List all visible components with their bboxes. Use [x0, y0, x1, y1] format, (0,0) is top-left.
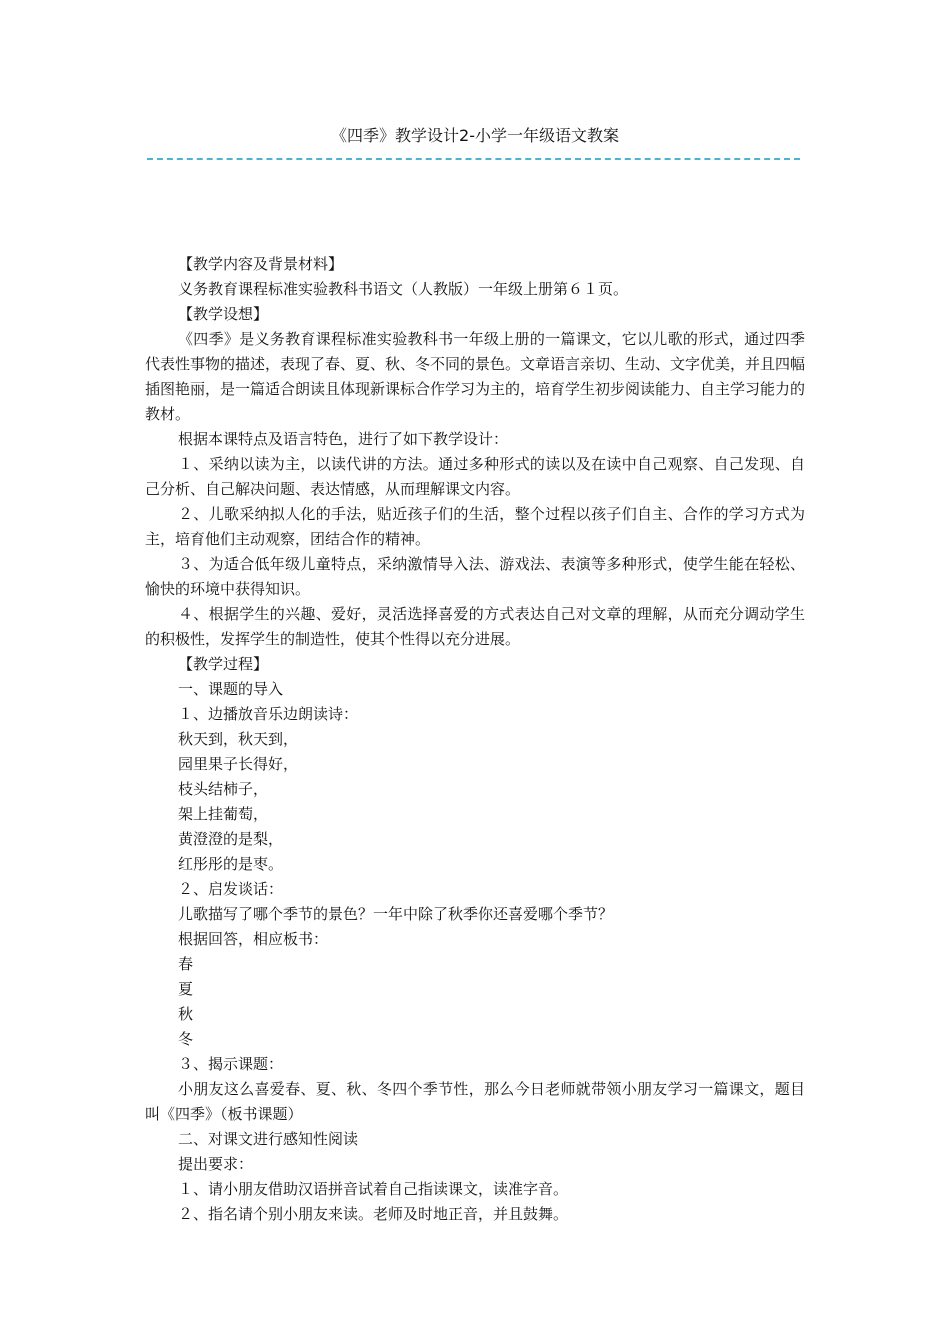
subsection-heading: 一、课题的导入 — [178, 680, 284, 698]
paragraph: 义务教育课程标准实验教科书语文（人教版）一年级上册第６１页。 — [178, 280, 629, 298]
paragraph: 根据回答，相应板书： — [178, 930, 329, 948]
list-item: １、请小朋友借助汉语拼音试着自己指读课文，读准字音。 — [178, 1180, 569, 1198]
paragraph: 《四季》是义务教育课程标准实验教科书一年级上册的一篇课文，它以儿歌的形式，通过四季代表性事物的描述，表现了春、夏、秋、冬不同的景色。文章语言亲切、生动、文字优美，并且四幅插图艳丽，是一篇适合朗读且体现新课标合作学习为主的，培育学生初步阅读能力、自主学习能力的教材。 — [145, 330, 806, 423]
document-title: 《四季》教学设计2-小学一年级语文教案 — [331, 126, 619, 145]
board-word: 秋 — [178, 1005, 194, 1023]
title-divider — [147, 158, 800, 160]
list-item: ２、儿歌采纳拟人化的手法，贴近孩子们的生活，整个过程以孩子们自主、合作的学习方式为主，培育他们主动观察，团结合作的精神。 — [145, 505, 805, 548]
board-word: 冬 — [178, 1030, 194, 1048]
board-word: 夏 — [178, 980, 194, 998]
poem-line: 架上挂葡萄， — [178, 805, 269, 823]
poem-line: 枝头结柿子， — [178, 780, 269, 798]
poem-line: 红彤彤的是枣。 — [178, 855, 284, 873]
section-heading: 【教学过程】 — [178, 655, 269, 673]
section-heading: 【教学设想】 — [178, 305, 269, 323]
paragraph: 提出要求： — [178, 1155, 254, 1173]
list-item: ２、指名请个别小朋友来读。老师及时地正音，并且鼓舞。 — [178, 1205, 569, 1223]
document-body — [145, 252, 805, 1227]
board-word: 春 — [178, 955, 194, 973]
paragraph: 儿歌描写了哪个季节的景色？一年中除了秋季你还喜爱哪个季节？ — [178, 905, 614, 923]
poem-line: 园里果子长得好， — [178, 755, 299, 773]
paragraph: 根据本课特点及语言特色，进行了如下教学设计： — [178, 430, 509, 448]
paragraph: 小朋友这么喜爱春、夏、秋、冬四个季节性，那么今日老师就带领小朋友学习一篇课文，题目叫《四季》（板书课题） — [145, 1080, 805, 1123]
poem-line: 秋天到，秋天到， — [178, 730, 299, 748]
subsection-heading: 二、对课文进行感知性阅读 — [178, 1130, 359, 1148]
list-item: ３、为适合低年级儿童特点，采纳激情导入法、游戏法、表演等多种形式，使学生能在轻松、愉快的环境中获得知识。 — [145, 555, 805, 598]
section-heading: 【教学内容及背景材料】 — [178, 255, 344, 273]
list-item: １、边播放音乐边朗读诗： — [178, 705, 359, 723]
list-item: ４、根据学生的兴趣、爱好，灵活选择喜爱的方式表达自己对文章的理解，从而充分调动学生的积极性，发挥学生的制造性，使其个性得以充分进展。 — [145, 605, 805, 648]
list-item: ３、揭示课题： — [178, 1055, 284, 1073]
poem-line: 黄澄澄的是梨， — [178, 830, 284, 848]
list-item: ２、启发谈话： — [178, 880, 284, 898]
list-item: １、采纳以读为主，以读代讲的方法。通过多种形式的读以及在读中自己观察、自己发现、自己分析、自己解决问题、表达情感，从而理解课文内容。 — [145, 455, 805, 498]
